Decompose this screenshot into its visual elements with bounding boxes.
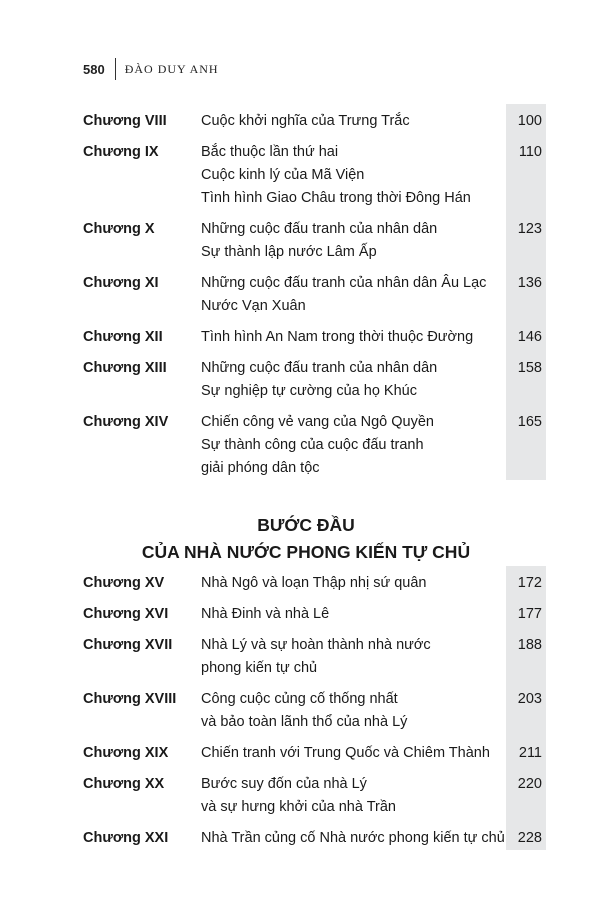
chapter-label: Chương IX	[83, 144, 159, 160]
chapter-title-line: và sự hưng khởi của nhà Trần	[201, 799, 396, 815]
chapter-title-line: Nhà Trần củng cố Nhà nước phong kiến tự chủ	[201, 830, 505, 846]
page-ref: 211	[506, 742, 546, 765]
chapter-title-line: Sự nghiệp tự cường của họ Khúc	[201, 383, 417, 399]
toc-entry	[83, 773, 546, 819]
chapter-title	[201, 141, 506, 210]
chapter-title-line: Công cuộc củng cố thống nhất	[201, 691, 398, 707]
page-ref: 136	[506, 272, 546, 318]
chapter-title-line: giải phóng dân tộc	[201, 460, 320, 476]
toc-spacer	[83, 595, 546, 603]
toc-entry	[83, 603, 546, 626]
toc-spacer	[83, 210, 546, 218]
chapter-label: Chương XIX	[83, 745, 169, 761]
page-ref: 220	[506, 773, 546, 819]
page-ref: 123	[506, 218, 546, 264]
chapter-label: Chương XV	[83, 575, 165, 591]
chapter-title-line: Sự thành lập nước Lâm Ấp	[201, 244, 377, 260]
chapter-title-line: Chiến tranh với Trung Quốc và Chiêm Thành	[201, 745, 490, 761]
toc-spacer	[83, 264, 546, 272]
chapter-title-line: và bảo toàn lãnh thổ của nhà Lý	[201, 714, 408, 730]
chapter-title-line: Cuộc kinh lý của Mã Viện	[201, 167, 365, 183]
chapter-title-line: Nhà Lý và sự hoàn thành nhà nước	[201, 637, 431, 653]
toc-spacer	[83, 626, 546, 634]
toc-spacer	[83, 819, 546, 827]
chapter-title-line: Nước Vạn Xuân	[201, 298, 306, 314]
toc-entry	[83, 326, 546, 349]
section-heading-line-2: CỦA NHÀ NƯỚC PHONG KIẾN TỰ CHỦ	[141, 542, 471, 562]
page-ref: 100	[506, 110, 546, 133]
chapter-title-line: Những cuộc đấu tranh của nhân dân	[201, 221, 438, 237]
toc-spacer	[83, 680, 546, 688]
toc-entry	[83, 572, 546, 595]
running-author: ĐÀO DUY ANH	[124, 61, 219, 76]
chapter-label: Chương XVI	[83, 606, 169, 622]
chapter-title	[201, 634, 506, 680]
header-divider	[115, 58, 116, 80]
chapter-title	[201, 272, 506, 318]
toc-spacer	[83, 318, 546, 326]
page-ref: 110	[506, 141, 546, 210]
chapter-label: Chương XIII	[83, 360, 167, 376]
toc-spacer	[83, 133, 546, 141]
chapter-title-line: Sự thành công của cuộc đấu tranh	[201, 437, 424, 453]
chapter-title	[201, 326, 506, 349]
chapter-label: Chương XX	[83, 776, 165, 792]
section-heading	[0, 512, 612, 566]
chapter-title-line: Bước suy đốn của nhà Lý	[201, 776, 367, 792]
toc-spacer	[83, 349, 546, 357]
chapter-title-line: Những cuộc đấu tranh của nhân dân	[201, 360, 438, 376]
page-ref: 203	[506, 688, 546, 734]
chapter-title	[201, 110, 506, 133]
toc-entry	[83, 827, 546, 850]
toc-entry	[83, 141, 546, 210]
toc-spacer	[83, 734, 546, 742]
toc-entry	[83, 411, 546, 480]
section-heading-line-1: BƯỚC ĐẦU	[257, 515, 355, 535]
toc-entry	[83, 110, 546, 133]
chapter-title-line: Tình hình Giao Châu trong thời Đông Hán	[201, 190, 471, 206]
chapter-label: Chương XII	[83, 329, 163, 345]
page-ref: 172	[506, 572, 546, 595]
chapter-title-line: Nhà Ngô và loạn Thập nhị sứ quân	[201, 575, 427, 591]
chapter-title	[201, 603, 506, 626]
chapter-title	[201, 688, 506, 734]
chapter-label: Chương XXI	[83, 830, 169, 846]
chapter-title-line: Chiến công vẻ vang của Ngô Quyền	[201, 414, 434, 430]
chapter-title-line: Nhà Đinh và nhà Lê	[201, 606, 330, 622]
toc-spacer	[83, 403, 546, 411]
chapter-title	[201, 411, 506, 480]
page-ref: 158	[506, 357, 546, 403]
chapter-title-line: Tình hình An Nam trong thời thuộc Đường	[201, 329, 474, 345]
chapter-title-line: Những cuộc đấu tranh của nhân dân Âu Lạc	[201, 275, 487, 291]
toc-entry	[83, 688, 546, 734]
toc-entry	[83, 357, 546, 403]
page-ref: 228	[506, 827, 546, 850]
toc-part-1	[83, 104, 546, 480]
page-number: 580	[83, 61, 105, 77]
page-ref: 188	[506, 634, 546, 680]
page-ref: 146	[506, 326, 546, 349]
chapter-label: Chương VIII	[83, 113, 167, 129]
chapter-title-line: Bắc thuộc lần thứ hai	[201, 144, 339, 160]
chapter-title	[201, 218, 506, 264]
chapter-title	[201, 742, 506, 765]
toc-entry	[83, 634, 546, 680]
toc-entry	[83, 742, 546, 765]
running-header	[83, 58, 219, 80]
chapter-title-line: Cuộc khởi nghĩa của Trưng Trắc	[201, 113, 410, 129]
toc-entry	[83, 272, 546, 318]
toc-spacer	[83, 765, 546, 773]
page-ref: 165	[506, 411, 546, 480]
toc-entry	[83, 218, 546, 264]
chapter-title-line: phong kiến tự chủ	[201, 660, 318, 676]
chapter-label: Chương X	[83, 221, 155, 237]
chapter-label: Chương XIV	[83, 414, 169, 430]
chapter-title	[201, 827, 506, 850]
chapter-label: Chương XI	[83, 275, 159, 291]
chapter-title	[201, 357, 506, 403]
chapter-title	[201, 572, 506, 595]
chapter-title	[201, 773, 506, 819]
chapter-label: Chương XVIII	[83, 691, 177, 707]
toc-part-2	[83, 566, 546, 850]
chapter-label: Chương XVII	[83, 637, 173, 653]
page-ref: 177	[506, 603, 546, 626]
